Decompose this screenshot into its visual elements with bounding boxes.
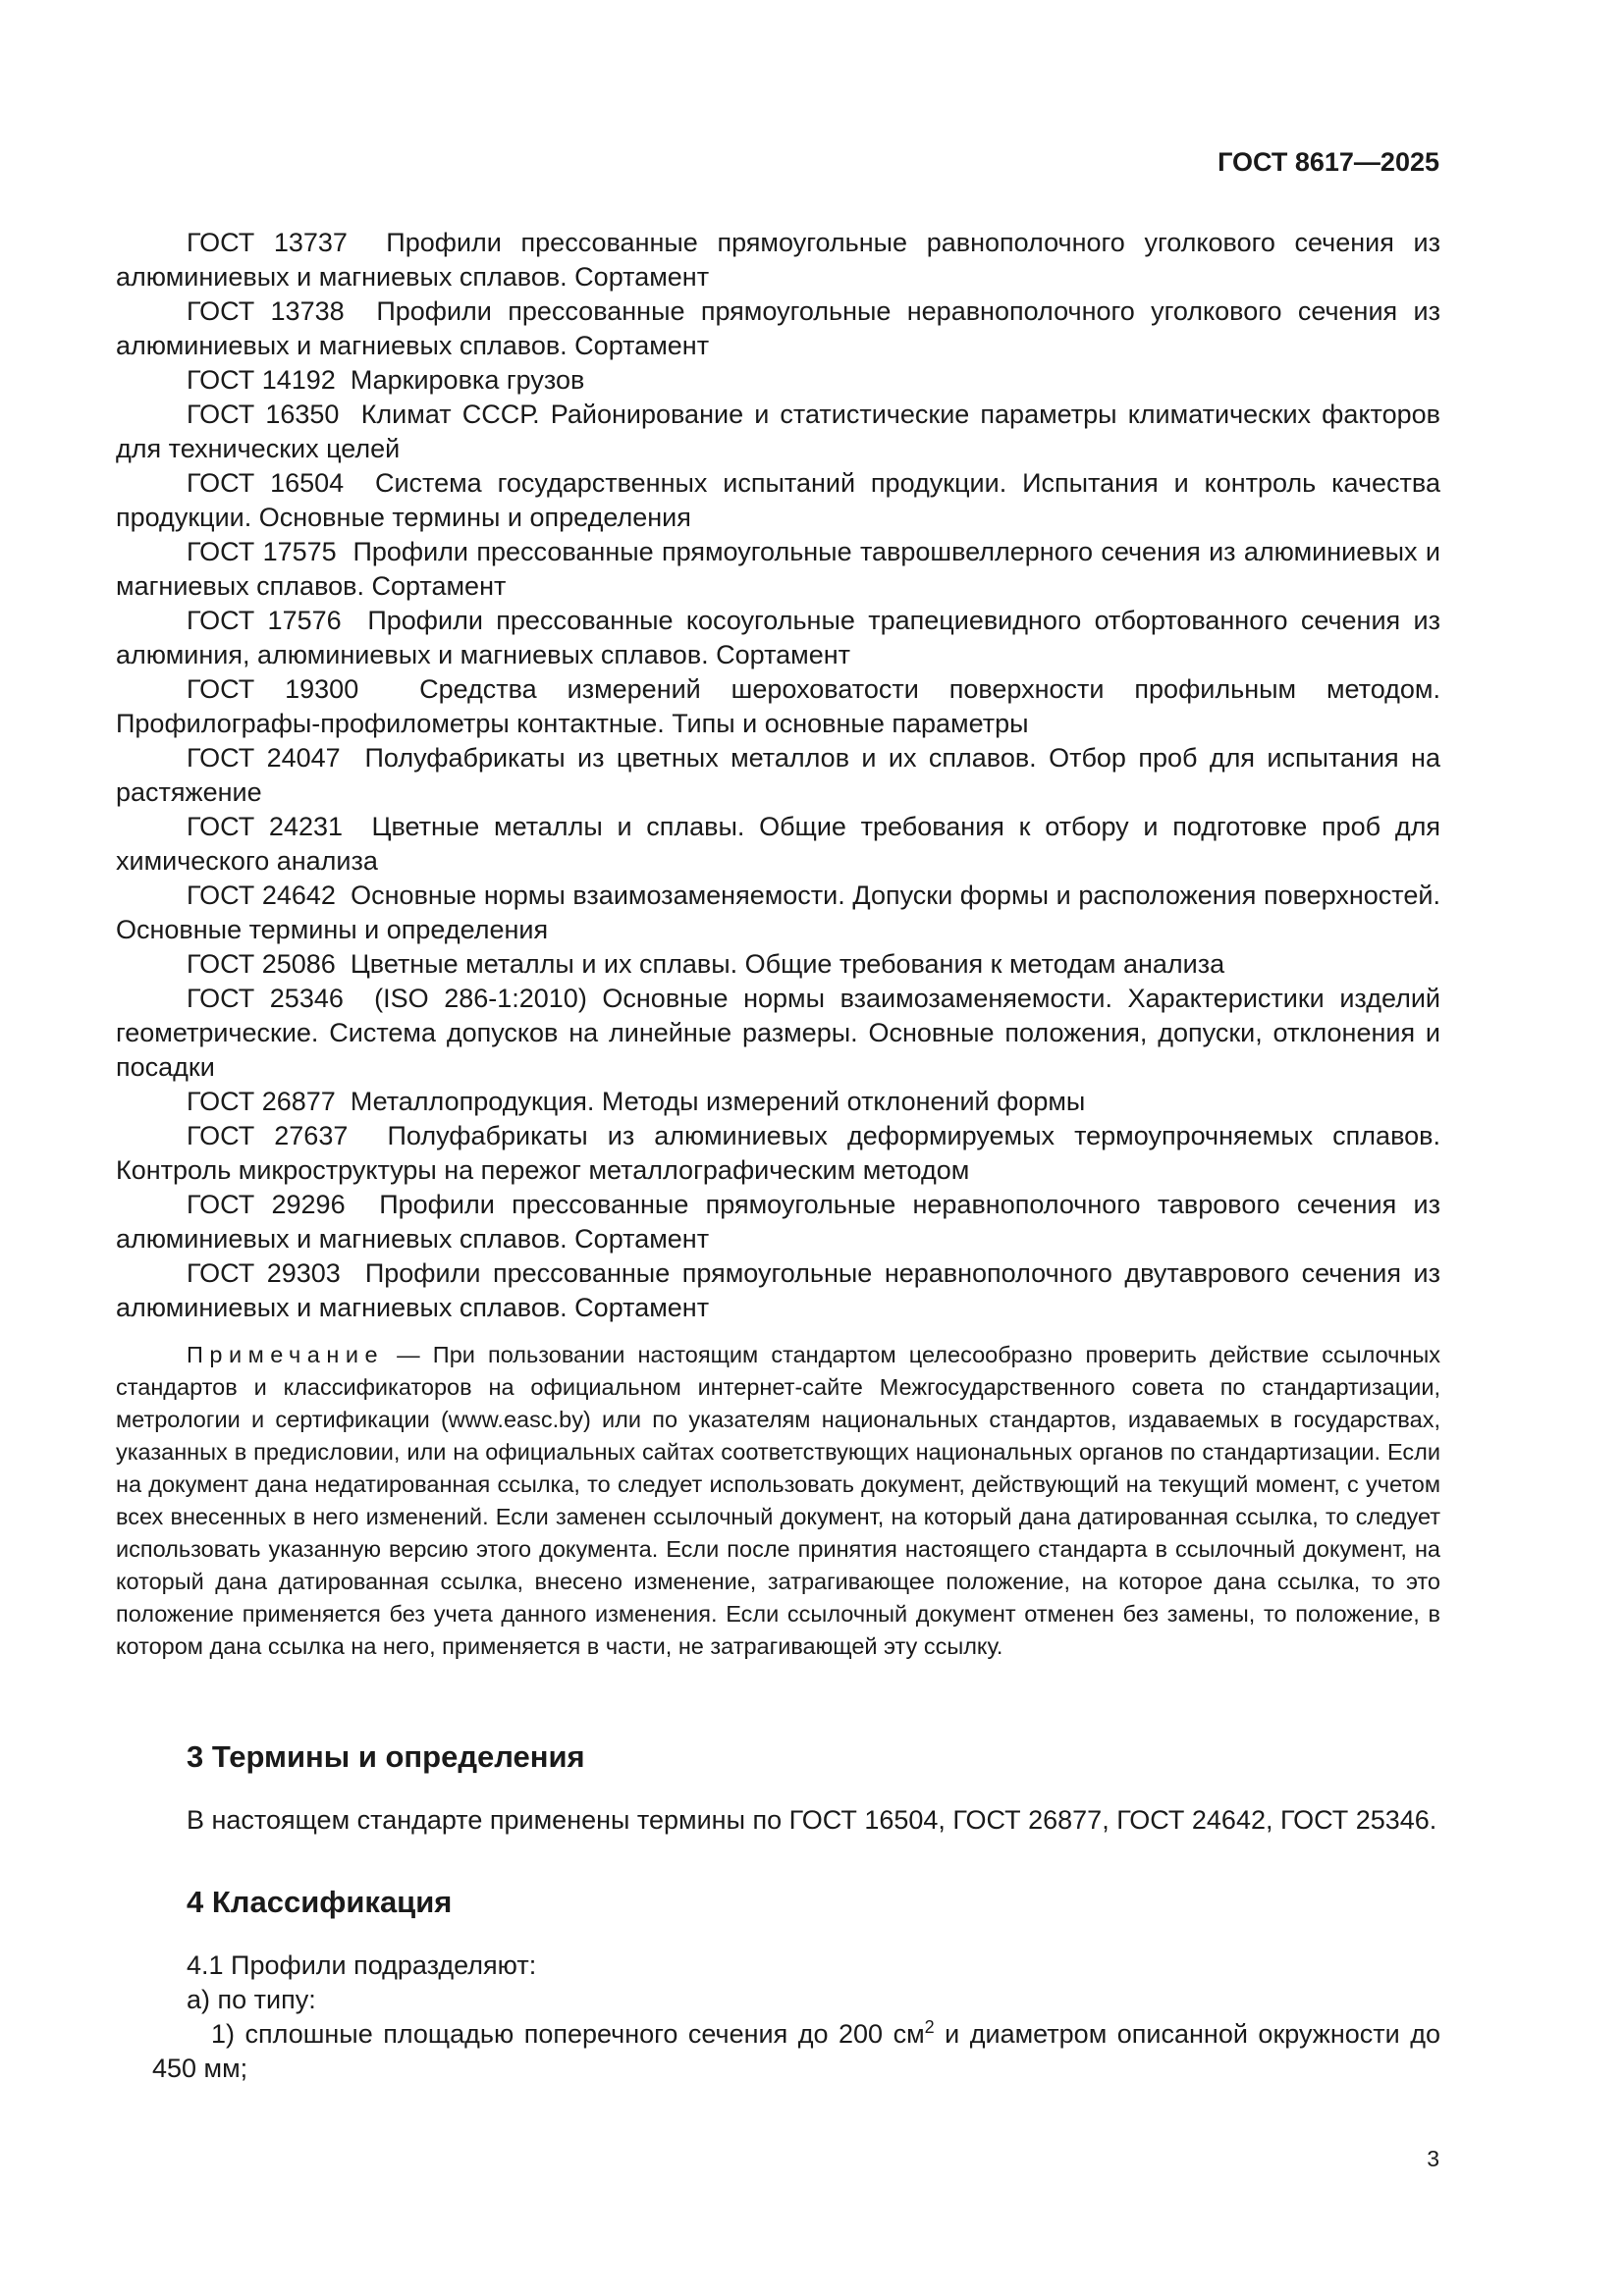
reference-item [116,398,1440,466]
section-3-text: В настоящем стандарте применены термины по ГОСТ 16504, ГОСТ 26877, ГОСТ 24642, ГОСТ 25346. [187,1805,1437,1835]
reference-title: Основные нормы взаимозаменяемости. Допуски формы и расположения поверхностей. Основные термины и определения [116,881,1440,944]
reference-title: (ISO 286-1:2010) Основные нормы взаимозаменяемости. Характеристики изделий геометрические. Система допусков на линейные размеры. Основные положения, допуски, отклонения и посадки [116,984,1440,1082]
page-number: 3 [1427,2146,1439,2171]
reference-code: ГОСТ 24231 [187,812,344,841]
superscript: 2 [924,2017,935,2037]
reference-code: ГОСТ 25086 [187,949,336,979]
reference-title: Полуфабрикаты из алюминиевых деформируемых термоупрочняемых сплавов. Контроль микроструктуры на пережог металлографическим методом [116,1121,1440,1185]
reference-item [116,672,1440,741]
section-4-heading: 4 Классификация [187,1885,453,1919]
reference-code: ГОСТ 29303 [187,1258,341,1288]
section-3-heading: 3 Термины и определения [187,1739,585,1774]
reference-title: Профили прессованные прямоугольные равнополочного уголкового сечения из алюминиевых и магниевых сплавов. Сортамент [116,228,1440,292]
reference-item [116,226,1440,294]
reference-title: Профили прессованные прямоугольные неравнополочного таврового сечения из алюминиевых и магниевых сплавов. Сортамент [116,1190,1440,1254]
reference-code: ГОСТ 29296 [187,1190,346,1219]
references-note [116,1339,1440,1663]
list-item-1-text-end: и диаметром описанной окружности до 450 мм; [152,2019,1440,2083]
reference-title: Профили прессованные косоугольные трапециевидного отбортованного сечения из алюминия, алюминиевых и магниевых сплавов. Сортамент [116,606,1440,669]
reference-item [116,810,1440,879]
reference-item [116,879,1440,947]
reference-code: ГОСТ 16504 [187,468,345,498]
reference-item [116,982,1440,1085]
reference-title: Полуфабрикаты из цветных металлов и их сплавов. Отбор проб для испытания на растяжение [116,743,1440,807]
reference-title: Профили прессованные прямоугольные неравнополочного двутаврового сечения из алюминиевых и магниевых сплавов. Сортамент [116,1258,1440,1322]
reference-item [116,741,1440,810]
reference-code: ГОСТ 17575 [187,537,337,566]
normative-references-list [116,226,1440,1325]
reference-item [116,535,1440,604]
reference-code: ГОСТ 17576 [187,606,342,635]
reference-item [116,363,1440,398]
reference-code: ГОСТ 26877 [187,1087,336,1116]
reference-title: Маркировка грузов [350,365,585,395]
reference-item [116,1085,1440,1119]
reference-title: Климат СССР. Районирование и статистические параметры климатических факторов для технических целей [116,400,1440,463]
list-item-1 [152,2017,1440,2086]
reference-title: Средства измерений шероховатости поверхности профильным методом. Профилографы-профилометры контактные. Типы и основные параметры [116,674,1440,738]
note-label: Примечание [187,1342,385,1367]
reference-title: Профили прессованные прямоугольные таврошвеллерного сечения из алюминиевых и магниевых сплавов. Сортамент [116,537,1440,601]
reference-code: ГОСТ 27637 [187,1121,349,1150]
reference-title: Цветные металлы и их сплавы. Общие требования к методам анализа [350,949,1225,979]
document-id: ГОСТ 8617—2025 [1218,147,1439,177]
reference-item [116,604,1440,672]
reference-code: ГОСТ 24047 [187,743,341,773]
reference-item [116,947,1440,982]
reference-code: ГОСТ 24642 [187,881,336,910]
note-text: — При пользовании настоящим стандартом целесообразно проверить действие ссылочных стандартов и классификаторов на официальном интернет-сайте Межгосударственного совета по стандартизации, метрологии и сертификации (www.easc.by) или по указателям национальных стандартов, издаваемых в государствах, указанных в предисловии, или на официальных сайтах соответствующих национальных органов по стандартизации. Если на документ дана недатированная ссылка, то следует использовать документ, действующий на текущий момент, с учетом всех внесенных в него изменений. Если заменен ссылочный документ, на который дана датированная ссылка, то следует использовать указанную версию этого документа. Если после принятия настоящего стандарта в ссылочный документ, на который дана датированная ссылка, внесено изменение, затрагивающее положение, на которое дана ссылка, то это положение применяется без учета данного изменения. Если ссылочный документ отменен без замены, то положение, в котором дана ссылка на него, применяется в части, не затрагивающей эту ссылку. [116,1342,1441,1659]
reference-code: ГОСТ 16350 [187,400,340,429]
reference-code: ГОСТ 19300 [187,674,359,704]
reference-item [116,466,1440,535]
reference-item [116,1256,1440,1325]
list-item-1-text: 1) сплошные площадью поперечного сечения до 200 см [211,2019,925,2049]
reference-title: Цветные металлы и сплавы. Общие требования к отбору и подготовке проб для химического анализа [116,812,1440,876]
list-item-a: а) по типу: [187,1985,316,2014]
clause-4-1: 4.1 Профили подразделяют: [187,1950,537,1980]
reference-code: ГОСТ 14192 [187,365,336,395]
reference-title: Металлопродукция. Методы измерений отклонений формы [350,1087,1086,1116]
reference-item [116,1188,1440,1256]
reference-title: Профили прессованные прямоугольные неравнополочного уголкового сечения из алюминиевых и магниевых сплавов. Сортамент [116,296,1440,360]
reference-code: ГОСТ 13737 [187,228,348,257]
reference-code: ГОСТ 13738 [187,296,345,326]
reference-item [116,1119,1440,1188]
reference-item [116,294,1440,363]
reference-title: Система государственных испытаний продукции. Испытания и контроль качества продукции. Основные термины и определения [116,468,1440,532]
reference-code: ГОСТ 25346 [187,984,344,1013]
